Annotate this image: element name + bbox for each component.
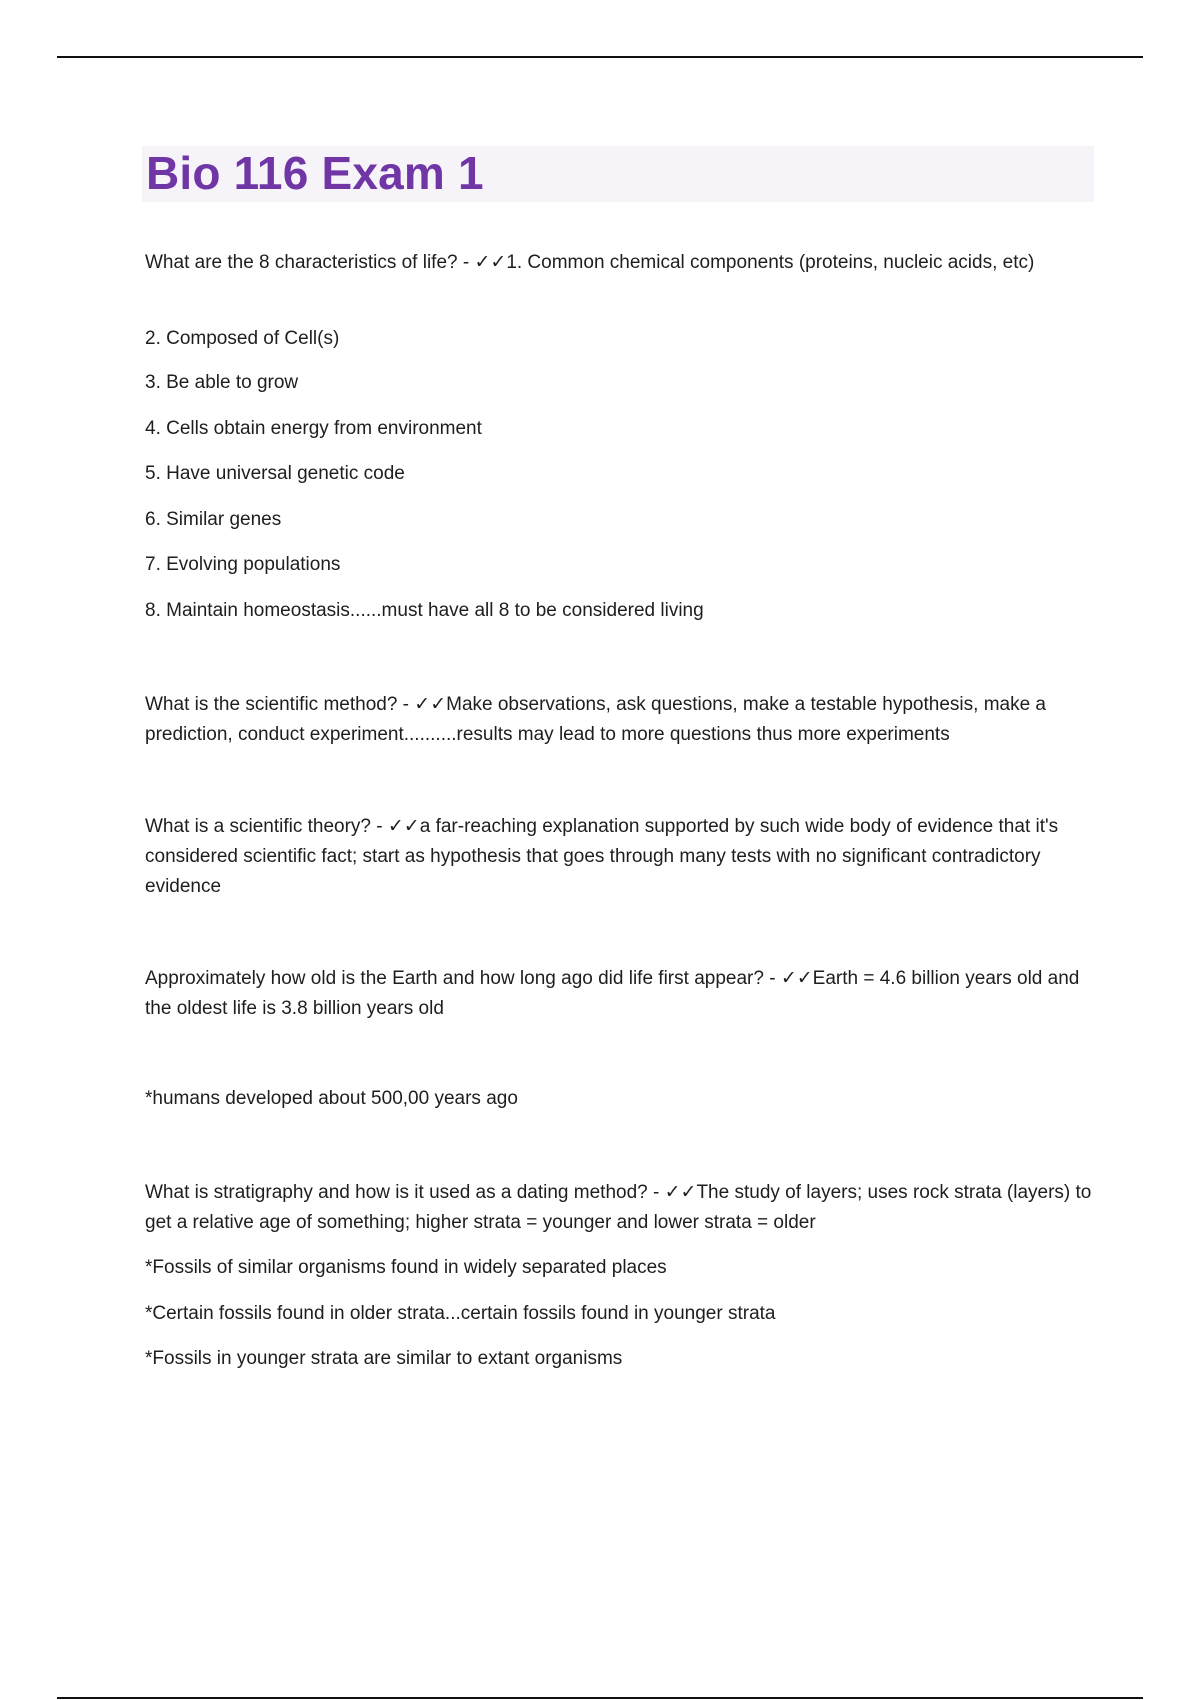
question-5: What is stratigraphy and how is it used as a dating method? - <box>145 1182 665 1203</box>
list-item: *Fossils of similar organisms found in widely separated places <box>145 1257 667 1278</box>
check-mark-icon: ✓✓ <box>780 967 813 989</box>
list-item: *Fossils in younger strata are similar to extant organisms <box>145 1348 623 1369</box>
question-answer-1 <box>145 247 1095 278</box>
question-answer-2 <box>145 689 1095 750</box>
top-rule <box>57 56 1143 58</box>
question-answer-5 <box>145 1177 1095 1238</box>
answer-1: 1. Common chemical components (proteins, nucleic acids, etc) <box>506 252 1035 273</box>
list-item: *humans developed about 500,00 years ago <box>145 1088 518 1109</box>
page-title: Bio 116 Exam 1 <box>146 147 484 199</box>
list-item: 7. Evolving populations <box>145 554 341 575</box>
list-item: 3. Be able to grow <box>145 372 299 393</box>
question-1: What are the 8 characteristics of life? - <box>145 252 475 273</box>
question-answer-3 <box>145 811 1095 902</box>
check-mark-icon: ✓✓ <box>664 1181 697 1203</box>
check-mark-icon: ✓✓ <box>474 251 507 273</box>
list-item: 6. Similar genes <box>145 509 282 530</box>
list-item: 4. Cells obtain energy from environment <box>145 418 482 439</box>
question-2: What is the scientific method? - <box>145 694 415 715</box>
list-item: 2. Composed of Cell(s) <box>145 328 340 349</box>
list-item: 5. Have universal genetic code <box>145 463 405 484</box>
answer-2: Make observations, ask questions, make a testable hypothesis, make a prediction, conduct experiment..........results may lead to more questions thus more experiments <box>145 694 1046 745</box>
question-answer-4 <box>145 963 1095 1024</box>
list-item: *Certain fossils found in older strata...certain fossils found in younger strata <box>145 1303 776 1324</box>
answer-4: Earth = 4.6 billion years old and the oldest life is 3.8 billion years old <box>145 968 1080 1019</box>
answer-3: a far-reaching explanation supported by such wide body of evidence that it's considered scientific fact; start as hypothesis that goes through many tests with no significant contradictory evidence <box>145 816 1059 897</box>
list-item: 8. Maintain homeostasis......must have all 8 to be considered living <box>145 600 704 621</box>
question-3: What is a scientific theory? - <box>145 816 388 837</box>
bottom-rule <box>57 1697 1143 1699</box>
check-mark-icon: ✓✓ <box>387 815 420 837</box>
check-mark-icon: ✓✓ <box>414 693 447 715</box>
answer-5: The study of layers; uses rock strata (layers) to get a relative age of something; higher strata = younger and lower strata = older <box>145 1182 1092 1233</box>
question-4: Approximately how old is the Earth and how long ago did life first appear? - <box>145 968 781 989</box>
